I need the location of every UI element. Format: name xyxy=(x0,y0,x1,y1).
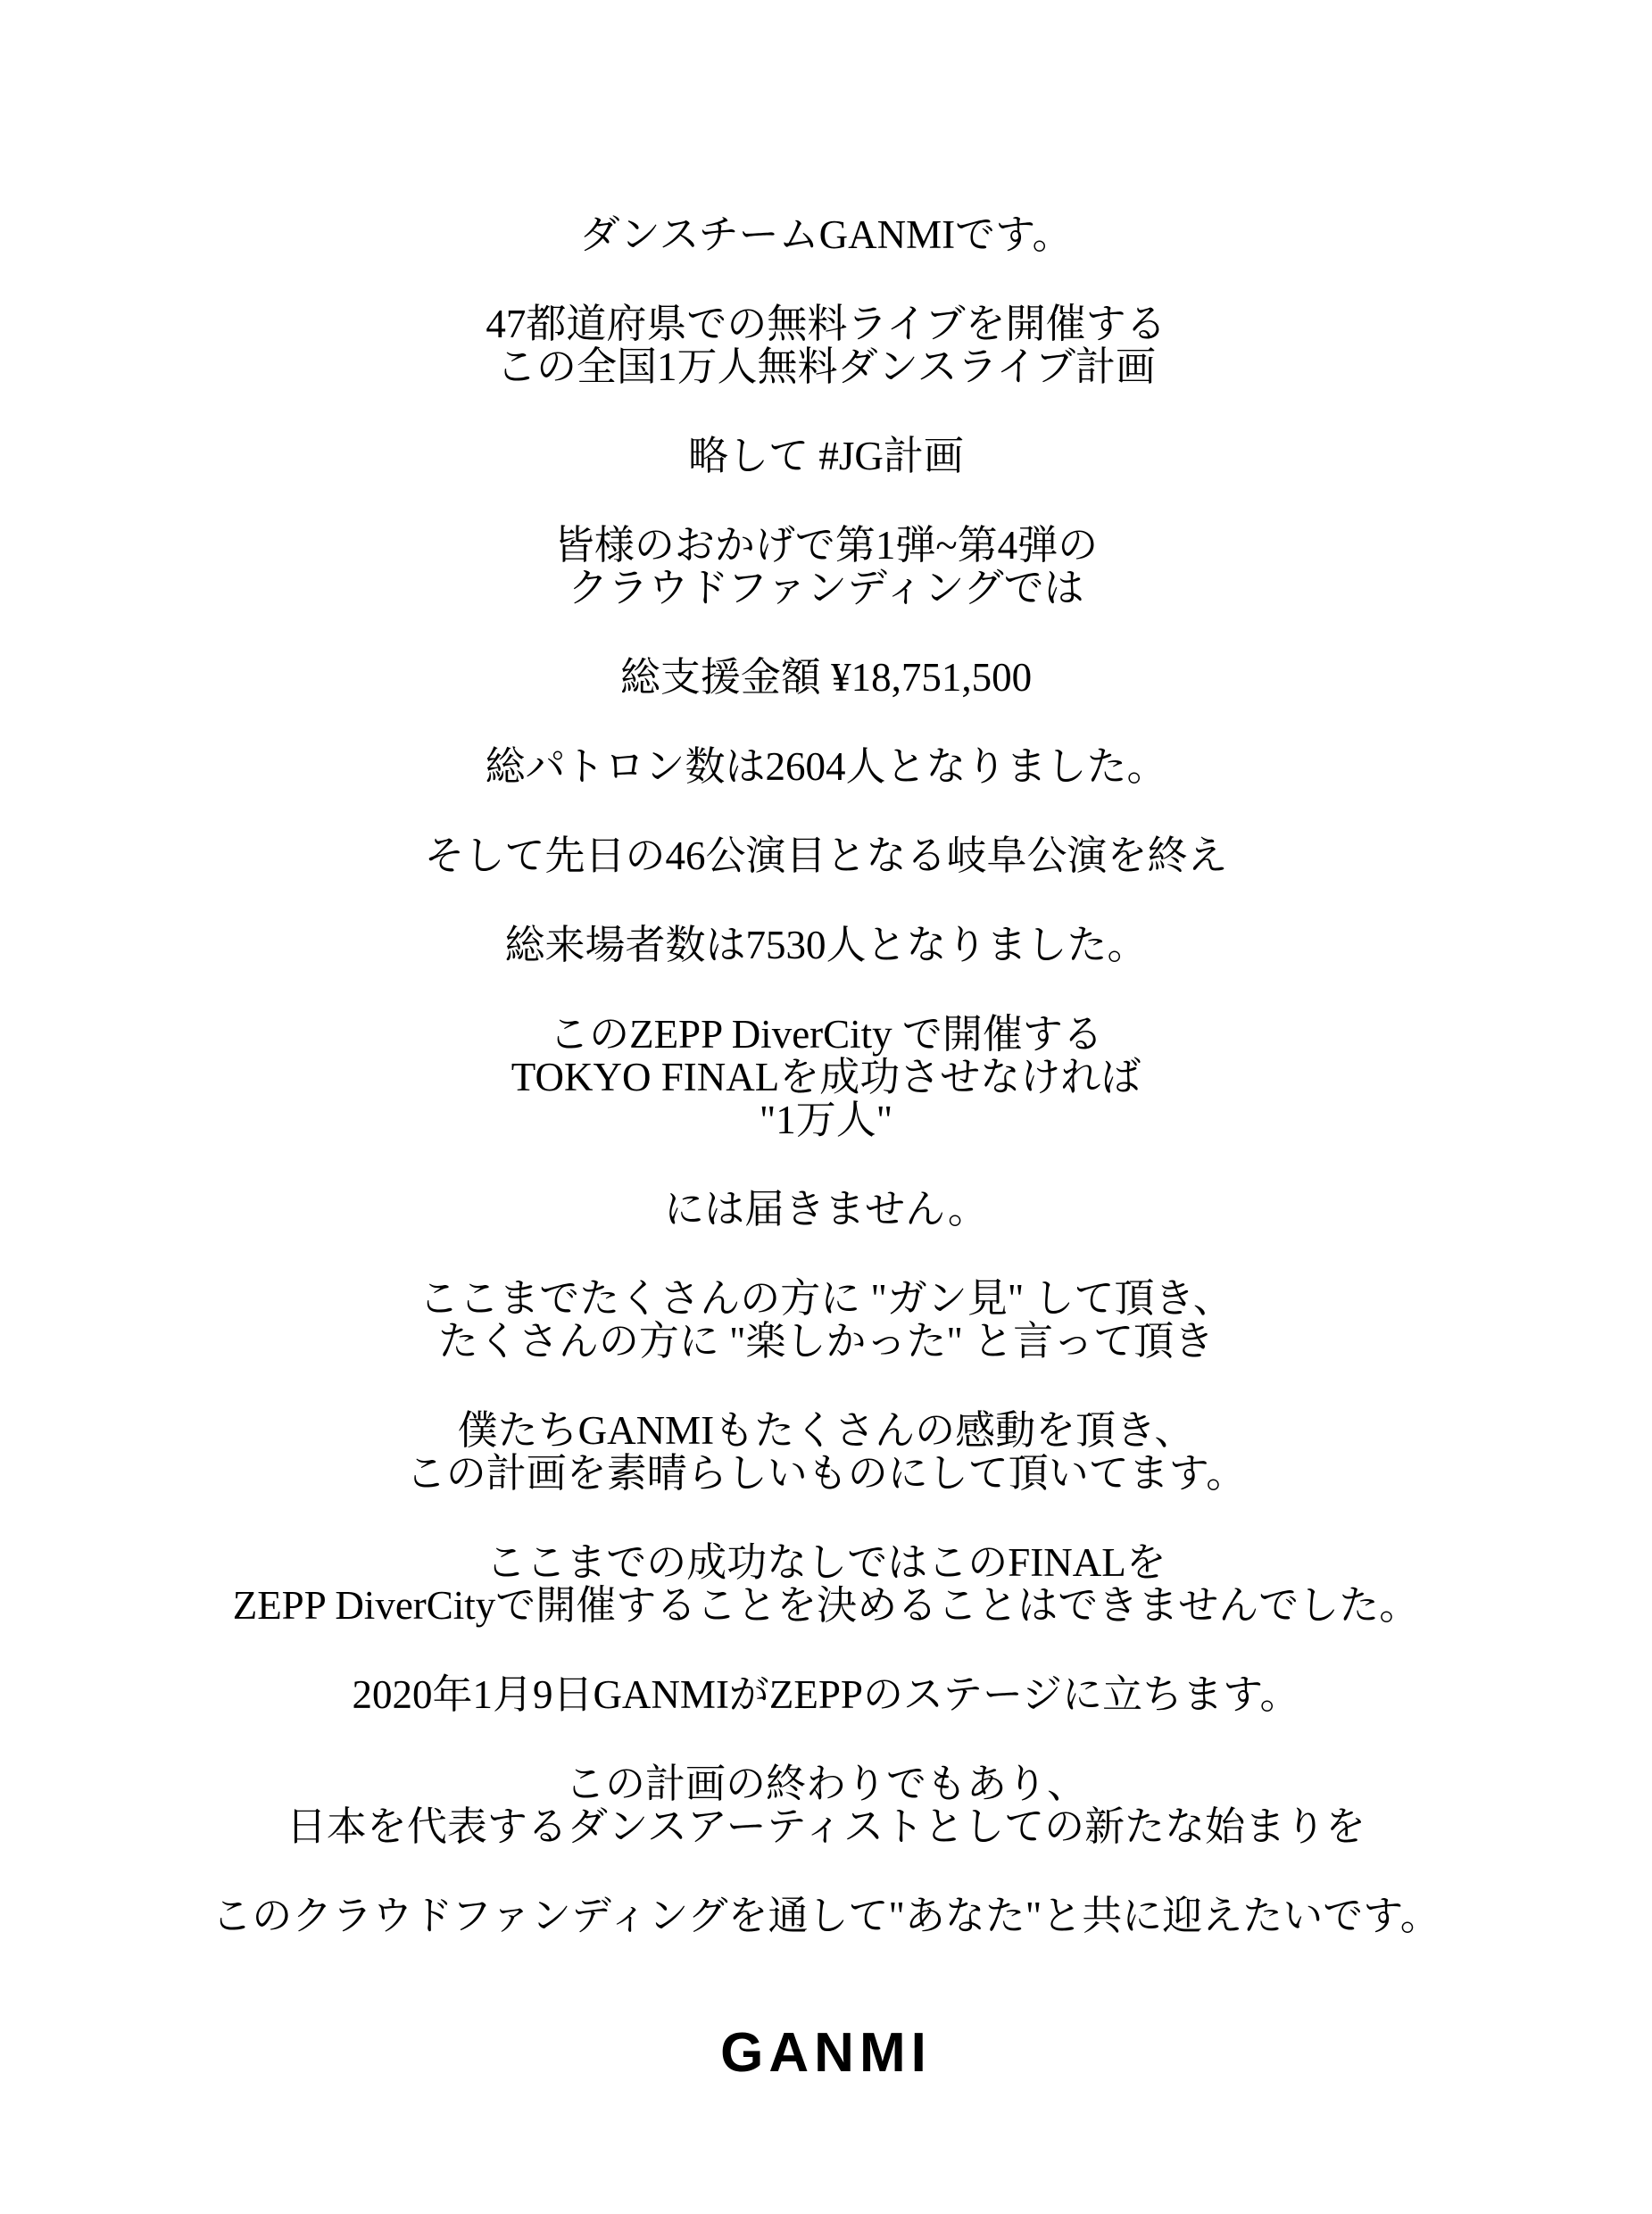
text-line: 総支援金額 ¥18,751,500 xyxy=(619,655,1033,700)
text-line: "1万人" xyxy=(759,1098,893,1142)
paragraph-total-patrons xyxy=(0,745,1652,788)
text-line: ZEPP DiverCityで開催することを決めることはできませんでした。 xyxy=(232,1583,1420,1628)
paragraph xyxy=(0,303,1652,388)
text-line: 47都道府県での無料ライブを開催する xyxy=(486,302,1166,346)
paragraph xyxy=(0,834,1652,877)
text-line: 僕たちGANMIもたくさんの感動を頂き、 xyxy=(457,1408,1195,1453)
text-line: クラウドファンディングでは xyxy=(568,566,1084,610)
paragraph-closing xyxy=(0,1895,1652,1937)
text-line: この計画の終わりでもあり、 xyxy=(564,1762,1087,1806)
text-line: 2020年1月9日GANMIがZEPPのステージに立ちます。 xyxy=(352,1672,1300,1717)
paragraph-zepp-date xyxy=(0,1673,1652,1716)
text-line: このZEPP DiverCity で開催する xyxy=(549,1012,1103,1057)
paragraph-total-amount xyxy=(0,656,1652,699)
text-line: この全国1万人無料ダンスライブ計画 xyxy=(496,344,1156,389)
text-line: ここまでたくさんの方に "ガン見" して頂き、 xyxy=(419,1276,1233,1321)
paragraph xyxy=(0,1188,1652,1231)
text-line: 日本を代表するダンスアーティストとしての新たな始まりを xyxy=(286,1804,1366,1849)
text-line: には届きません。 xyxy=(664,1187,988,1231)
paragraph xyxy=(0,1762,1652,1848)
paragraph xyxy=(0,1277,1652,1363)
paragraph xyxy=(0,435,1652,477)
paragraph xyxy=(0,1541,1652,1627)
text-line: 総来場者数は7530人となりました。 xyxy=(504,923,1148,967)
text-line: 総パトロン数は2604人となりました。 xyxy=(485,744,1167,789)
text-line: 略して #JG計画 xyxy=(688,434,964,478)
paragraph-total-visitors xyxy=(0,924,1652,966)
paragraph xyxy=(0,213,1652,256)
paragraph xyxy=(0,1013,1652,1141)
paragraph xyxy=(0,1409,1652,1495)
text-line: TOKYO FINALを成功させなければ xyxy=(511,1055,1141,1099)
text-line: ダンスチームGANMIです。 xyxy=(579,212,1073,257)
text-line: このクラウドファンディングを通して"あなた"と共に迎えたいです。 xyxy=(212,1894,1440,1938)
text-line: たくさんの方に "楽しかった" と言って頂き xyxy=(437,1319,1215,1364)
text-line: そして先日の46公演目となる岐阜公演を終え xyxy=(424,833,1228,878)
text-line: 皆様のおかげで第1弾~第4弾の xyxy=(553,523,1099,568)
paragraph xyxy=(0,524,1652,609)
ganmi-logo: GANMI xyxy=(720,2022,932,2084)
text-line: ここまでの成功なしではこのFINALを xyxy=(486,1540,1166,1585)
text-line: この計画を素晴らしいものにして頂いてます。 xyxy=(405,1451,1247,1496)
